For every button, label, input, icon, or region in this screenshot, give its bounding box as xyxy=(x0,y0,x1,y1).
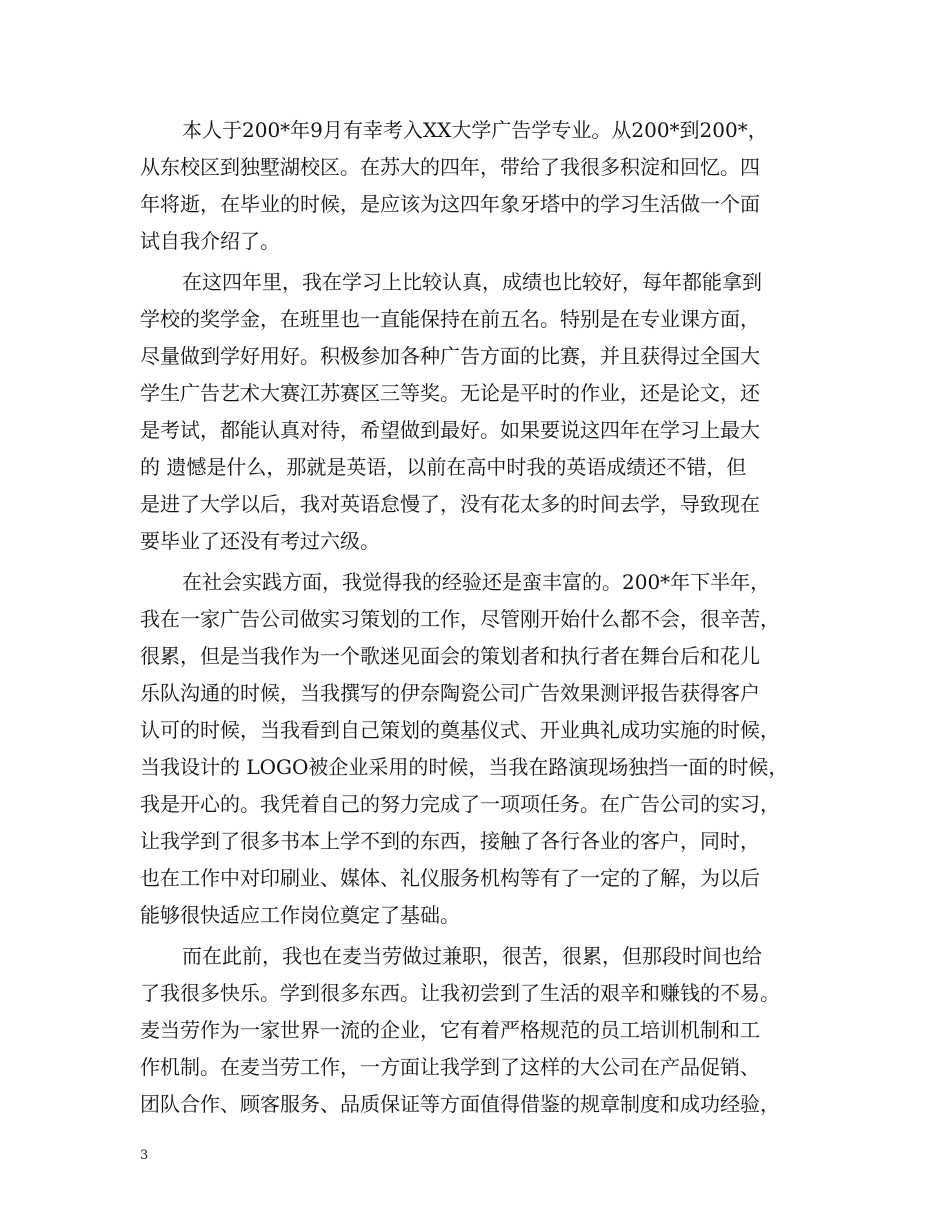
text-line: 要毕业了还没有考过六级。 xyxy=(140,529,380,553)
text-line: 年将逝，在毕业的时候，是应该为这四年象牙塔中的学习生活做一个面 xyxy=(140,192,760,216)
text-line: 是进了大学以后，我对英语怠慢了，没有花太多的时间去学，导致现在 xyxy=(140,492,760,516)
text-line: 了我很多快乐。学到很多东西。让我初尝到了生活的艰辛和赚钱的不易。 xyxy=(140,981,780,1005)
text-line: 学生广告艺术大赛江苏赛区三等奖。无论是平时的作业，还是论文，还 xyxy=(140,381,760,405)
text-line: 让我学到了很多书本上学不到的东西，接触了各行各业的客户，同时， xyxy=(140,829,760,853)
text-line: 在社会实践方面，我觉得我的经验还是蛮丰富的。200*年下半年， xyxy=(182,570,771,594)
paragraph-2 xyxy=(140,264,822,560)
paragraph-3 xyxy=(140,564,822,934)
text-line: 本人于200*年9月有幸考入XX大学广告学专业。从200*到200*， xyxy=(182,118,768,142)
text-line: 当我设计的 LOGO被企业采用的时候，当我在路演现场独挡一面的时候， xyxy=(140,755,789,779)
page-number: 3 xyxy=(140,1148,149,1163)
text-line: 麦当劳作为一家世界一流的企业，它有着严格规范的员工培训机制和工 xyxy=(140,1018,760,1042)
text-line: 而在此前，我也在麦当劳做过兼职，很苦，很累，但那段时间也给 xyxy=(182,944,762,968)
text-line: 作机制。在麦当劳工作，一方面让我学到了这样的大公司在产品促销、 xyxy=(140,1055,760,1079)
text-line: 认可的时候，当我看到自己策划的奠基仪式、开业典礼成功实施的时候， xyxy=(140,718,780,742)
text-line: 是考试，都能认真对待，希望做到最好。如果要说这四年在学习上最大 xyxy=(140,418,760,442)
text-line: 的 遗憾是什么，那就是英语，以前在高中时我的英语成绩还不错，但 xyxy=(140,455,747,479)
text-line: 也在工作中对印刷业、媒体、礼仪服务机构等有了一定的了解，为以后 xyxy=(140,866,760,890)
text-line: 我是开心的。我凭着自己的努力完成了一项项任务。在广告公司的实习， xyxy=(140,792,780,816)
text-line: 尽量做到学好用好。积极参加各种广告方面的比赛，并且获得过全国大 xyxy=(140,344,760,368)
text-line: 乐队沟通的时候，当我撰写的伊奈陶瓷公司广告效果测评报告获得客户 xyxy=(140,681,760,705)
text-line: 我在一家广告公司做实习策划的工作，尽管刚开始什么都不会，很辛苦， xyxy=(140,607,780,631)
document-body xyxy=(140,112,822,1123)
text-line: 从东校区到独墅湖校区。在苏大的四年，带给了我很多积淀和回忆。四 xyxy=(140,155,760,179)
text-line: 学校的奖学金，在班里也一直能保持在前五名。特别是在专业课方面， xyxy=(140,307,760,331)
paragraph-4 xyxy=(140,938,822,1123)
text-line: 很累，但是当我作为一个歌迷见面会的策划者和执行者在舞台后和花儿 xyxy=(140,644,760,668)
text-line: 试自我介绍了。 xyxy=(140,229,280,253)
text-line: 团队合作、顾客服务、品质保证等方面值得借鉴的规章制度和成功经验， xyxy=(140,1092,780,1116)
text-line: 在这四年里，我在学习上比较认真，成绩也比较好，每年都能拿到 xyxy=(182,270,762,294)
paragraph-1 xyxy=(140,112,822,260)
text-line: 能够很快适应工作岗位奠定了基础。 xyxy=(140,903,460,927)
